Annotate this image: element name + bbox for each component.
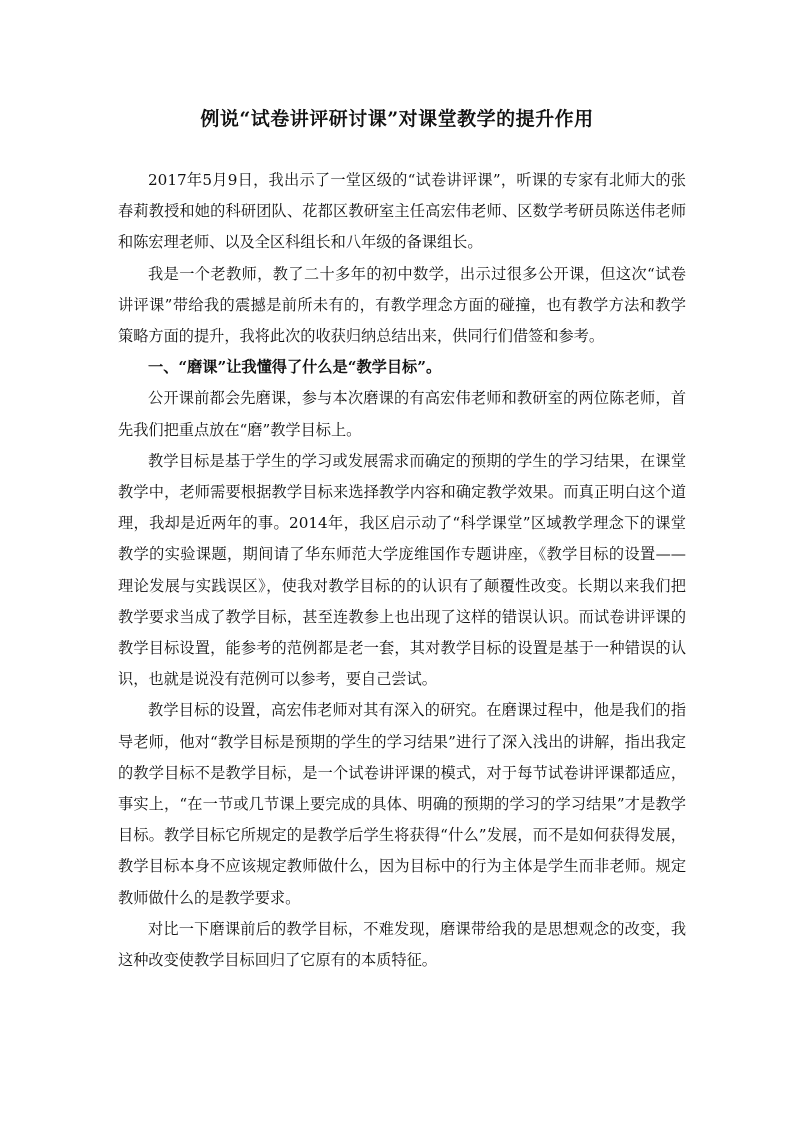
paragraph-teaching-goals: 教学目标是基于学生的学习或发展需求而确定的预期的学生的学习结果，在课堂教学中，老师需要根据教学目标来选择教学内容和确定教学效果。而真正明白这个道理，我却是近两年的事。2014年，我区启示动了“科学课堂”区域教学理念下的课堂教学的实验课题，期间请了华东师范大学庞维国作专题讲座，《教学目标的设置——理论发展与实践误区》，使我对教学目标的的认识有了颠覆性改变。长期以来我们把教学要求当成了教学目标，甚至连教参上也出现了这样的错误认识。而试卷讲评课的教学目标设置，能参考的范例都是老一套，其对教学目标的设置是基于一种错误的认识，也就是说没有范例可以参考，要自己尝试。	[118, 451, 686, 689]
paragraph-reflection: 我是一个老教师，教了二十多年的初中数学，出示过很多公开课，但这次“试卷讲评课”带给我的震撼是前所未有的，有教学理念方面的碰撞，也有教学方法和教学策略方面的提升，我将此次的收获归纳总结出来，供同行们借签和参考。	[118, 264, 686, 346]
paragraph-intro: 2017年5月9日，我出示了一堂区级的“试卷讲评课”，听课的专家有北师大的张春莉教授和她的科研团队、花都区教研室主任高宏伟老师、区数学考研员陈送伟老师和陈宏理老师、以及全区科组长和八年级的备课组长。	[118, 171, 686, 252]
paragraph-comparison: 对比一下磨课前后的教学目标，不难发现，磨课带给我的是思想观念的改变，我这种改变使教学目标回归了它原有的本质特征。	[118, 919, 686, 970]
paragraph-goal-setting: 教学目标的设置，高宏伟老师对其有深入的研究。在磨课过程中，他是我们的指导老师，他对“教学目标是预期的学生的学习结果”进行了深入浅出的讲解，指出我定的教学目标不是教学目标，是一个试卷讲评课的模式，对于每节试卷讲评课都适应，事实上，“在一节或几节课上要完成的具体、明确的预期的学习的学习结果”才是教学目标。教学目标它所规定的是教学后学生将获得“什么”发展，而不是如何获得发展，教学目标本身不应该规定教师做什么，因为目标中的行为主体是学生而非老师。规定教师做什么的是教学要求。	[118, 701, 686, 907]
section-heading-1: 一、“磨课”让我懂得了什么是“教学目标”。	[148, 358, 442, 377]
document-title: 例说“试卷讲评研讨课”对课堂教学的提升作用	[200, 108, 594, 130]
document-body	[118, 165, 686, 976]
paragraph-polishing: 公开课前都会先磨课，参与本次磨课的有高宏伟老师和教研室的两位陈老师，首先我们把重点放在“磨”教学目标上。	[118, 389, 686, 439]
